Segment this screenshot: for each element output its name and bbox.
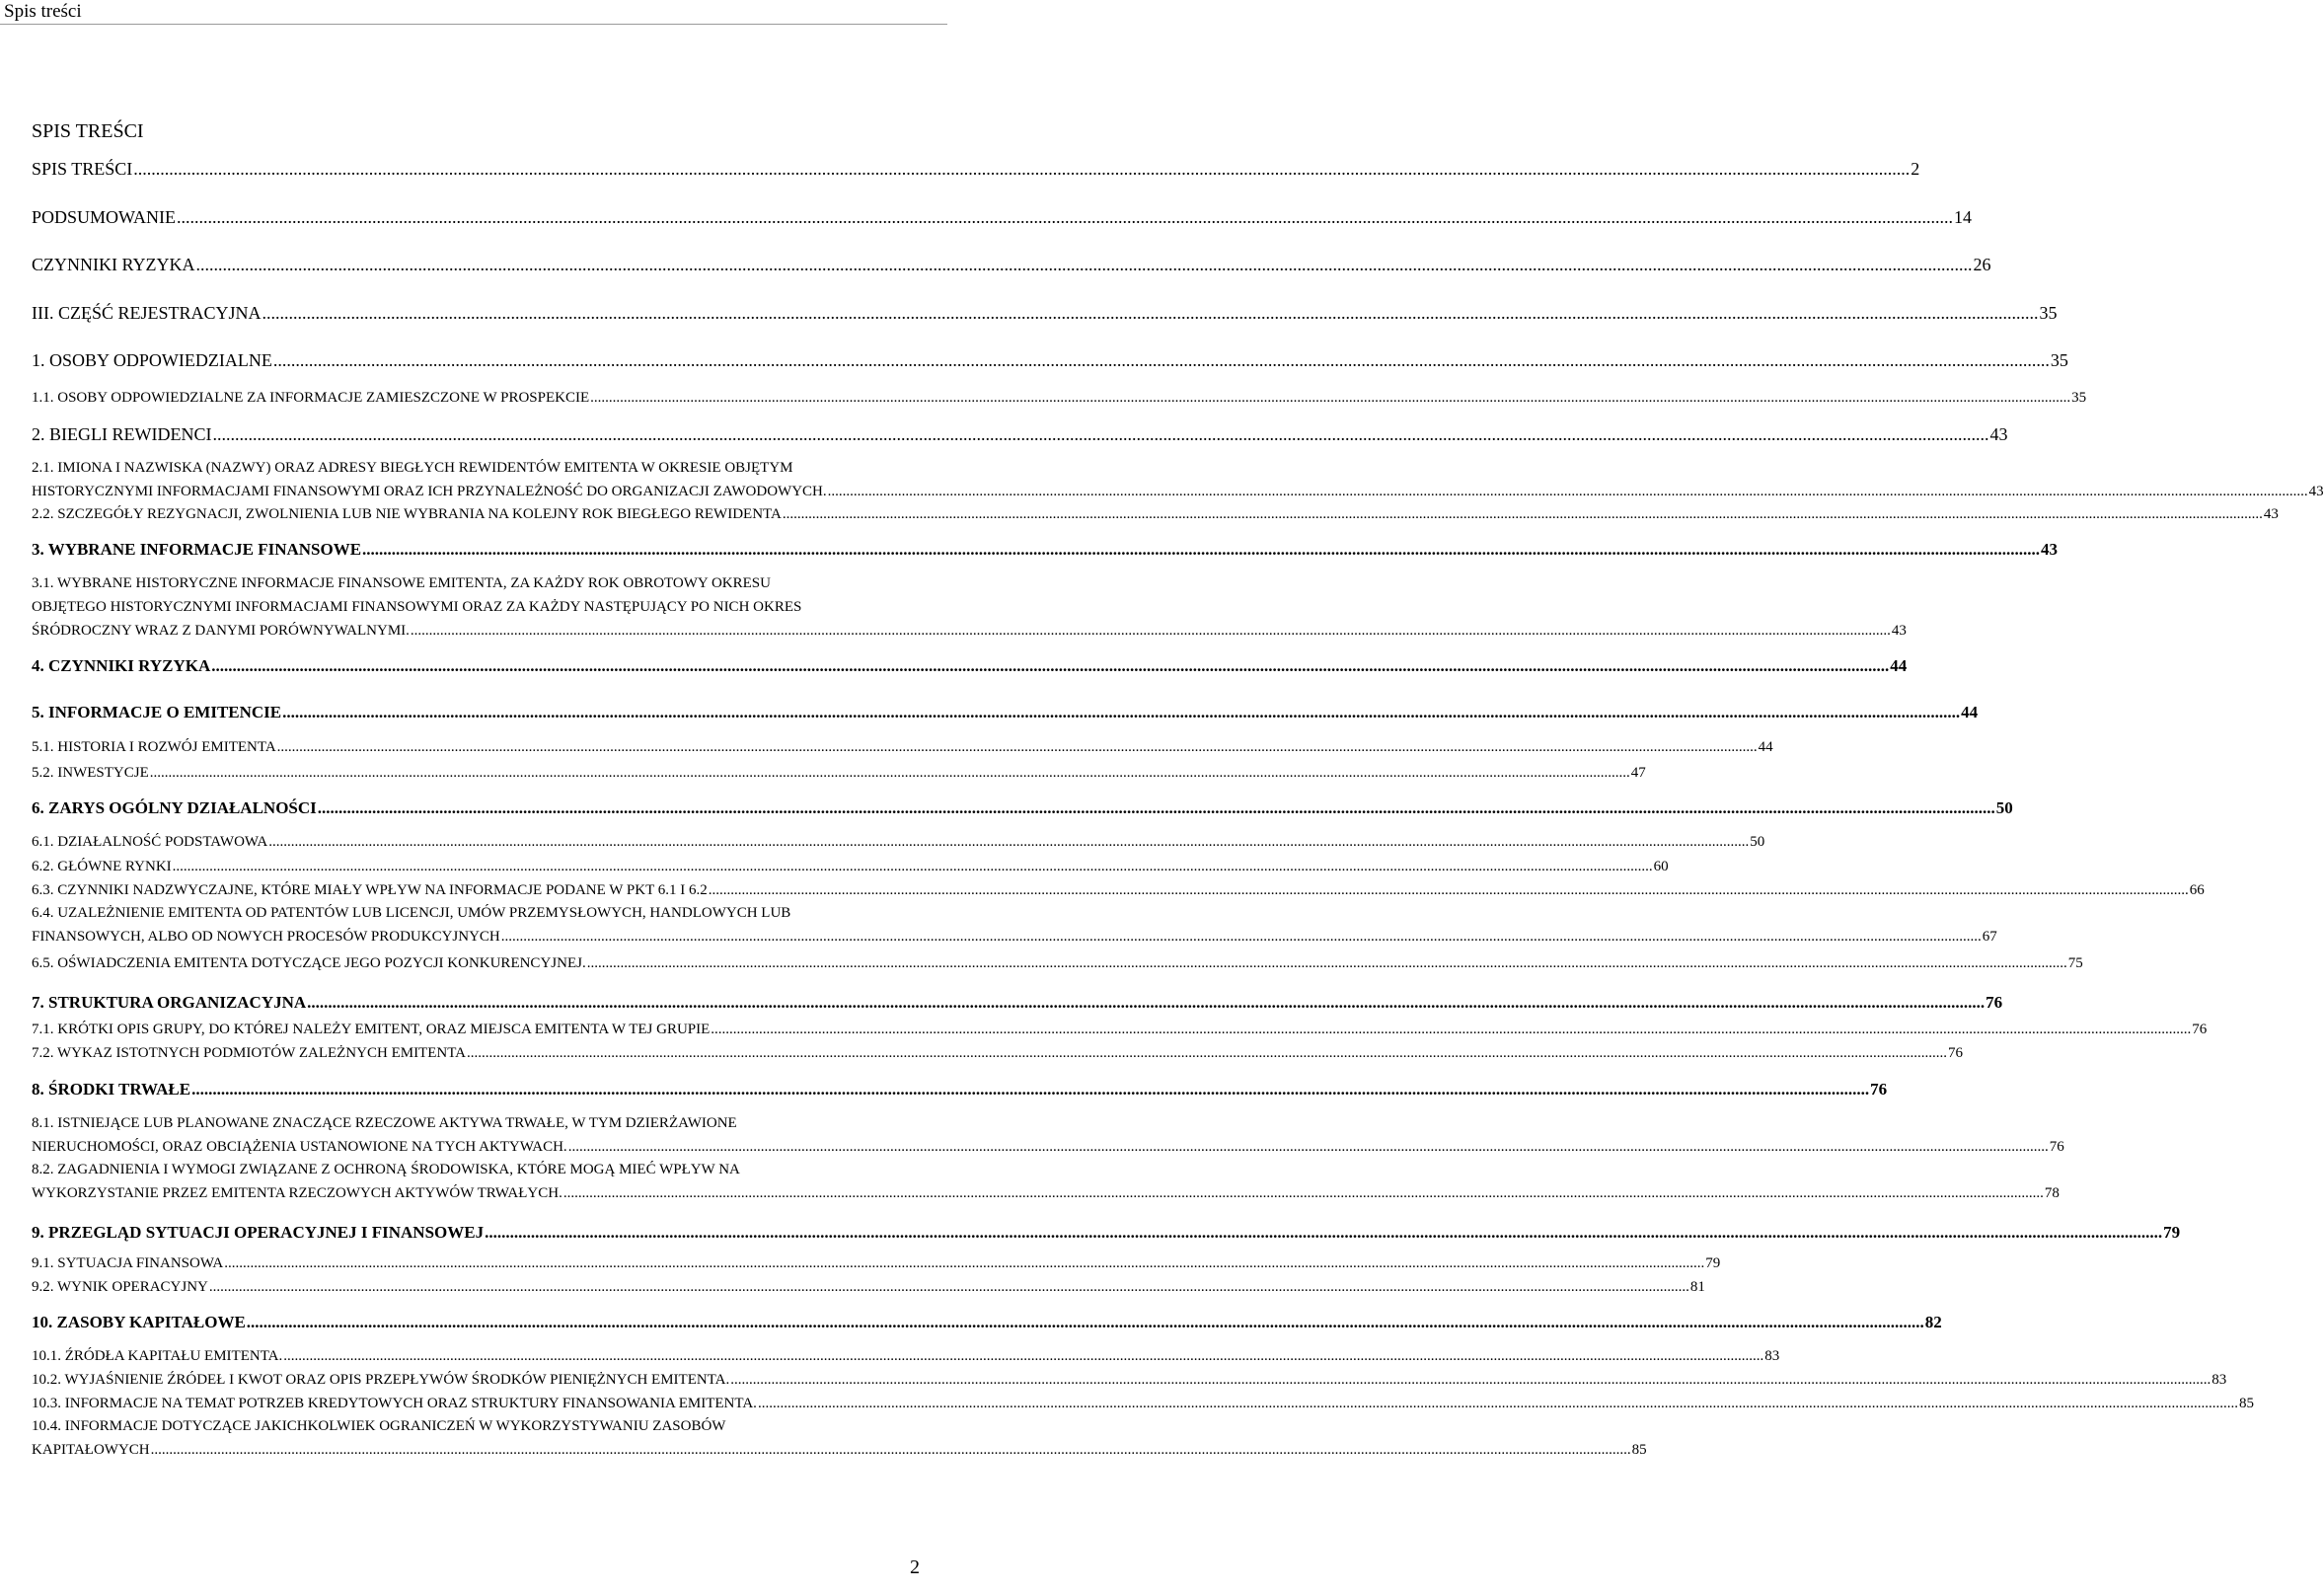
toc-entry[interactable] xyxy=(32,955,2083,971)
toc-entry-title: 7.1. KRÓTKI OPIS GRUPY, DO KTÓREJ NALEŻY EMITENT, ORAZ MIEJSCA EMITENTA W TEJ GRUPIE xyxy=(32,1022,711,1037)
toc-page-number: 83 xyxy=(2212,1372,2227,1388)
toc-entry-title: 5.2. INWESTYCJE xyxy=(32,765,149,781)
dot-leader: ................................................................................................................................................................................................................................................................................................................................................................................................................ xyxy=(224,1255,1705,1271)
dot-leader: ................................................................................................................................................................................................................................................................................................................................................................................................................ xyxy=(149,765,1630,781)
toc-entry-title: PODSUMOWANIE xyxy=(32,207,177,227)
toc-entry[interactable] xyxy=(32,255,1991,274)
toc-page-number: 43 xyxy=(2263,506,2279,522)
toc-page-number: 76 xyxy=(2192,1022,2208,1037)
dot-leader: ................................................................................................................................................................................................................................................................................................................................................................................................................ xyxy=(362,540,2041,559)
dot-leader: ................................................................................................................................................................................................................................................................................................................................................................................................................ xyxy=(708,882,2189,898)
dot-leader: ................................................................................................................................................................................................................................................................................................................................................................................................................ xyxy=(782,506,2263,522)
toc-entry[interactable] xyxy=(32,834,1765,850)
toc-entry[interactable] xyxy=(32,1162,2060,1201)
toc-entry[interactable] xyxy=(32,798,2013,817)
toc-entry-line: 6.4. UZALEŻNIENIE EMITENTA OD PATENTÓW LUB LICENCJI, UMÓW PRZEMYSŁOWYCH, HANDLOWYCH LUB xyxy=(32,905,791,921)
toc-entry[interactable] xyxy=(32,905,1997,945)
toc-page-number: 44 xyxy=(1961,703,1979,721)
dot-leader: ................................................................................................................................................................................................................................................................................................................................................................................................................ xyxy=(567,1139,2049,1155)
toc-page-number: 60 xyxy=(1653,859,1669,874)
toc-entry[interactable] xyxy=(32,350,2068,370)
toc-page-number: 76 xyxy=(1948,1045,1964,1061)
toc-page-number: 83 xyxy=(1764,1348,1780,1364)
toc-entry[interactable] xyxy=(32,390,2087,406)
toc-entry-title: KAPITAŁOWYCH xyxy=(32,1442,150,1458)
toc-entry-title: 10.3. INFORMACJE NA TEMAT POTRZEB KREDYTOWYCH ORAZ STRUKTURY FINANSOWANIA EMITENTA. xyxy=(32,1396,757,1411)
toc-entry-title: III. CZĘŚĆ REJESTRACYJNA xyxy=(32,303,262,323)
toc-entry[interactable] xyxy=(32,159,1920,179)
dot-leader: ................................................................................................................................................................................................................................................................................................................................................................................................................ xyxy=(827,484,2308,499)
toc-entry[interactable] xyxy=(32,1080,1888,1099)
toc-page-number: 35 xyxy=(2071,390,2087,406)
dot-leader: ................................................................................................................................................................................................................................................................................................................................................................................................................ xyxy=(586,955,2067,971)
dot-leader: ................................................................................................................................................................................................................................................................................................................................................................................................................ xyxy=(208,1279,1689,1295)
toc-entry[interactable] xyxy=(32,703,1979,721)
dot-leader: ................................................................................................................................................................................................................................................................................................................................................................................................................ xyxy=(177,207,1954,227)
toc-entry-title: 10.2. WYJAŚNIENIE ŹRÓDEŁ I KWOT ORAZ OPIS PRZEPŁYWÓW ŚRODKÓW PIENIĘŻNYCH EMITENTA. xyxy=(32,1372,730,1388)
toc-entry[interactable] xyxy=(32,1348,1780,1364)
toc-entry-title: 6.2. GŁÓWNE RYNKI xyxy=(32,859,172,874)
toc-entry-title: 5. INFORMACJE O EMITENCIE xyxy=(32,703,282,721)
dot-leader: ................................................................................................................................................................................................................................................................................................................................................................................................................ xyxy=(562,1185,2044,1201)
toc-entry[interactable] xyxy=(32,739,1773,755)
toc-entry-title: FINANSOWYCH, ALBO OD NOWYCH PROCESÓW PRODUKCYJNYCH xyxy=(32,929,500,945)
toc-entry-line: 2.1. IMIONA I NAZWISKA (NAZWY) ORAZ ADRESY BIEGŁYCH REWIDENTÓW EMITENTA W OKRESIE OBJĘTYM xyxy=(32,460,793,476)
dot-leader: ................................................................................................................................................................................................................................................................................................................................................................................................................ xyxy=(172,859,1653,874)
toc-entry-title: 5.1. HISTORIA I ROZWÓJ EMITENTA xyxy=(32,739,276,755)
toc-entry[interactable] xyxy=(32,1223,2181,1242)
toc-page-number: 43 xyxy=(2308,484,2324,499)
dot-leader: ................................................................................................................................................................................................................................................................................................................................................................................................................ xyxy=(262,303,2039,323)
toc-page-number: 78 xyxy=(2044,1185,2060,1201)
toc-entry-title: 9. PRZEGLĄD SYTUACJI OPERACYJNEJ I FINANSOWEJ xyxy=(32,1223,485,1242)
dot-leader: ................................................................................................................................................................................................................................................................................................................................................................................................................ xyxy=(276,739,1758,755)
toc-entry[interactable] xyxy=(32,882,2205,898)
toc-page-number: 47 xyxy=(1630,765,1646,781)
toc-entry-title: 10.1. ŹRÓDŁA KAPITAŁU EMITENTA. xyxy=(32,1348,283,1364)
dot-leader: ................................................................................................................................................................................................................................................................................................................................................................................................................ xyxy=(283,1348,1764,1364)
dot-leader: ................................................................................................................................................................................................................................................................................................................................................................................................................ xyxy=(133,159,1911,179)
toc-entry-title: 10. ZASOBY KAPITAŁOWE xyxy=(32,1313,246,1331)
toc-page-number: 50 xyxy=(1995,798,2013,817)
dot-leader: ................................................................................................................................................................................................................................................................................................................................................................................................................ xyxy=(711,1022,2192,1037)
page-number: 2 xyxy=(910,1556,920,1578)
dot-leader: ................................................................................................................................................................................................................................................................................................................................................................................................................ xyxy=(282,703,1961,721)
toc-entry-title: WYKORZYSTANIE PRZEZ EMITENTA RZECZOWYCH AKTYWÓW TRWAŁYCH. xyxy=(32,1185,562,1201)
dot-leader: ................................................................................................................................................................................................................................................................................................................................................................................................................ xyxy=(246,1313,1924,1331)
toc-page-number: 44 xyxy=(1758,739,1773,755)
dot-leader: ................................................................................................................................................................................................................................................................................................................................................................................................................ xyxy=(195,255,1973,274)
toc-page-number: 35 xyxy=(2039,303,2058,323)
dot-leader: ................................................................................................................................................................................................................................................................................................................................................................................................................ xyxy=(757,1396,2238,1411)
toc-entry[interactable] xyxy=(32,1372,2227,1388)
toc-entry-line: 8.2. ZAGADNIENIA I WYMOGI ZWIĄZANE Z OCHRONĄ ŚRODOWISKA, KTÓRE MOGĄ MIEĆ WPŁYW NA xyxy=(32,1162,740,1177)
toc-entry-title: 6.1. DZIAŁALNOŚĆ PODSTAWOWA xyxy=(32,834,268,850)
toc-entry[interactable] xyxy=(32,303,2058,323)
dot-leader: ................................................................................................................................................................................................................................................................................................................................................................................................................ xyxy=(212,424,1989,444)
toc-entry[interactable] xyxy=(32,575,1907,639)
toc-page-number: 43 xyxy=(1989,424,2008,444)
dot-leader: ................................................................................................................................................................................................................................................................................................................................................................................................................ xyxy=(317,798,1995,817)
toc-page-number: 76 xyxy=(2049,1139,2064,1155)
toc-entry[interactable] xyxy=(32,765,1646,781)
dot-leader: ................................................................................................................................................................................................................................................................................................................................................................................................................ xyxy=(410,623,1891,639)
toc-entry-title: ŚRÓDROCZNY WRAZ Z DANYMI PORÓWNYWALNYMI. xyxy=(32,623,410,639)
dot-leader: ................................................................................................................................................................................................................................................................................................................................................................................................................ xyxy=(590,390,2071,406)
toc-page-number: 79 xyxy=(2163,1223,2181,1242)
toc-entry-title: 7. STRUKTURA ORGANIZACYJNA xyxy=(32,993,307,1012)
toc-entry-title: 8. ŚRODKI TRWAŁE xyxy=(32,1080,191,1099)
toc-page-number: 82 xyxy=(1924,1313,1942,1331)
toc-entry[interactable] xyxy=(32,1022,2208,1037)
toc-entry-title: 9.1. SYTUACJA FINANSOWA xyxy=(32,1255,224,1271)
toc-page-number: 67 xyxy=(1982,929,1997,945)
toc-entry[interactable] xyxy=(32,1396,2254,1411)
toc-entry-line: 3.1. WYBRANE HISTORYCZNE INFORMACJE FINANSOWE EMITENTA, ZA KAŻDY ROK OBROTOWY OKRESU xyxy=(32,575,771,591)
toc-entry[interactable] xyxy=(32,859,1669,874)
dot-leader: ................................................................................................................................................................................................................................................................................................................................................................................................................ xyxy=(268,834,1750,850)
toc-entry[interactable] xyxy=(32,1045,1964,1061)
toc-entry-title: CZYNNIKI RYZYKA xyxy=(32,255,195,274)
dot-leader: ................................................................................................................................................................................................................................................................................................................................................................................................................ xyxy=(307,993,1986,1012)
toc-entry-title: 6.5. OŚWIADCZENIA EMITENTA DOTYCZĄCE JEGO POZYCJI KONKURENCYJNEJ. xyxy=(32,955,586,971)
toc-entry-title: NIERUCHOMOŚCI, ORAZ OBCIĄŻENIA USTANOWIONE NA TYCH AKTYWACH. xyxy=(32,1139,567,1155)
toc-entry-title: 7.2. WYKAZ ISTOTNYCH PODMIOTÓW ZALEŻNYCH EMITENTA xyxy=(32,1045,467,1061)
dot-leader: ................................................................................................................................................................................................................................................................................................................................................................................................................ xyxy=(150,1442,1631,1458)
dot-leader: ................................................................................................................................................................................................................................................................................................................................................................................................................ xyxy=(272,350,2050,370)
toc-page-number: 35 xyxy=(2050,350,2068,370)
toc-page-number: 44 xyxy=(1890,656,1908,675)
header-title: Spis treści xyxy=(4,1,82,22)
toc-entry[interactable] xyxy=(32,656,1908,675)
toc-entry[interactable] xyxy=(32,1418,1647,1458)
toc-entry[interactable] xyxy=(32,1313,1942,1331)
toc-page-number: 14 xyxy=(1954,207,1973,227)
dot-leader: ................................................................................................................................................................................................................................................................................................................................................................................................................ xyxy=(730,1372,2212,1388)
dot-leader: ................................................................................................................................................................................................................................................................................................................................................................................................................ xyxy=(211,656,1890,675)
toc-entry[interactable] xyxy=(32,424,2008,444)
toc-entry[interactable] xyxy=(32,506,2279,522)
toc-entry[interactable] xyxy=(32,207,1973,227)
toc-page-number: 81 xyxy=(1689,1279,1705,1295)
toc-entry-title: 1.1. OSOBY ODPOWIEDZIALNE ZA INFORMACJE ZAMIESZCZONE W PROSPEKCIE xyxy=(32,390,590,406)
toc-page-number: 43 xyxy=(1891,623,1907,639)
toc-page-number: 79 xyxy=(1705,1255,1721,1271)
toc-entry-title: 4. CZYNNIKI RYZYKA xyxy=(32,656,211,675)
toc-entry-line: 10.4. INFORMACJE DOTYCZĄCE JAKICHKOLWIEK OGRANICZEŃ W WYKORZYSTYWANIU ZASOBÓW xyxy=(32,1418,726,1434)
toc-page-number: 2 xyxy=(1911,159,1920,179)
toc-page-number: 76 xyxy=(1986,993,2003,1012)
toc-entry-title: SPIS TREŚCI xyxy=(32,159,133,179)
toc-entry-line: OBJĘTEGO HISTORYCZNYMI INFORMACJAMI FINANSOWYMI ORAZ ZA KAŻDY NASTĘPUJĄCY PO NICH OKRES xyxy=(32,599,802,615)
toc-page-number: 26 xyxy=(1973,255,1991,274)
toc-page-number: 85 xyxy=(1631,1442,1647,1458)
toc-entry-title: 6. ZARYS OGÓLNY DZIAŁALNOŚCI xyxy=(32,798,317,817)
toc-entry[interactable] xyxy=(32,993,2003,1012)
dot-leader: ................................................................................................................................................................................................................................................................................................................................................................................................................ xyxy=(485,1223,2163,1242)
toc-entry-title: 2.2. SZCZEGÓŁY REZYGNACJI, ZWOLNIENIA LUB NIE WYBRANIA NA KOLEJNY ROK BIEGŁEGO REWIDENTA xyxy=(32,506,782,522)
toc-entry-title: HISTORYCZNYMI INFORMACJAMI FINANSOWYMI ORAZ ICH PRZYNALEŻNOŚĆ DO ORGANIZACJI ZAWODOWYCH. xyxy=(32,484,827,499)
dot-leader: ................................................................................................................................................................................................................................................................................................................................................................................................................ xyxy=(467,1045,1948,1061)
toc-entry[interactable] xyxy=(32,460,2324,499)
dot-leader: ................................................................................................................................................................................................................................................................................................................................................................................................................ xyxy=(500,929,1982,945)
toc-entry-title: 6.3. CZYNNIKI NADZWYCZAJNE, KTÓRE MIAŁY WPŁYW NA INFORMACJE PODANE W PKT 6.1 I 6.2 xyxy=(32,882,708,898)
toc-page-number: 66 xyxy=(2189,882,2205,898)
dot-leader: ................................................................................................................................................................................................................................................................................................................................................................................................................ xyxy=(191,1080,1870,1099)
toc-page-number: 85 xyxy=(2238,1396,2254,1411)
toc-page-number: 75 xyxy=(2067,955,2083,971)
toc-entry-title: 1. OSOBY ODPOWIEDZIALNE xyxy=(32,350,272,370)
toc-entry-line: 8.1. ISTNIEJĄCE LUB PLANOWANE ZNACZĄCE RZECZOWE AKTYWA TRWAŁE, W TYM DZIERŻAWIONE xyxy=(32,1115,737,1131)
toc-entry-title: 2. BIEGLI REWIDENCI xyxy=(32,424,212,444)
toc-entry-title: 9.2. WYNIK OPERACYJNY xyxy=(32,1279,208,1295)
toc-page-number: 43 xyxy=(2041,540,2059,559)
toc-entry[interactable] xyxy=(32,1115,2064,1155)
toc-entry[interactable] xyxy=(32,1255,1721,1271)
toc-entry[interactable] xyxy=(32,540,2059,559)
document-title: SPIS TREŚCI xyxy=(32,120,144,142)
toc-page-number: 50 xyxy=(1750,834,1765,850)
toc-page-number: 76 xyxy=(1870,1080,1888,1099)
toc-entry[interactable] xyxy=(32,1279,1705,1295)
toc-entry-title: 3. WYBRANE INFORMACJE FINANSOWE xyxy=(32,540,362,559)
